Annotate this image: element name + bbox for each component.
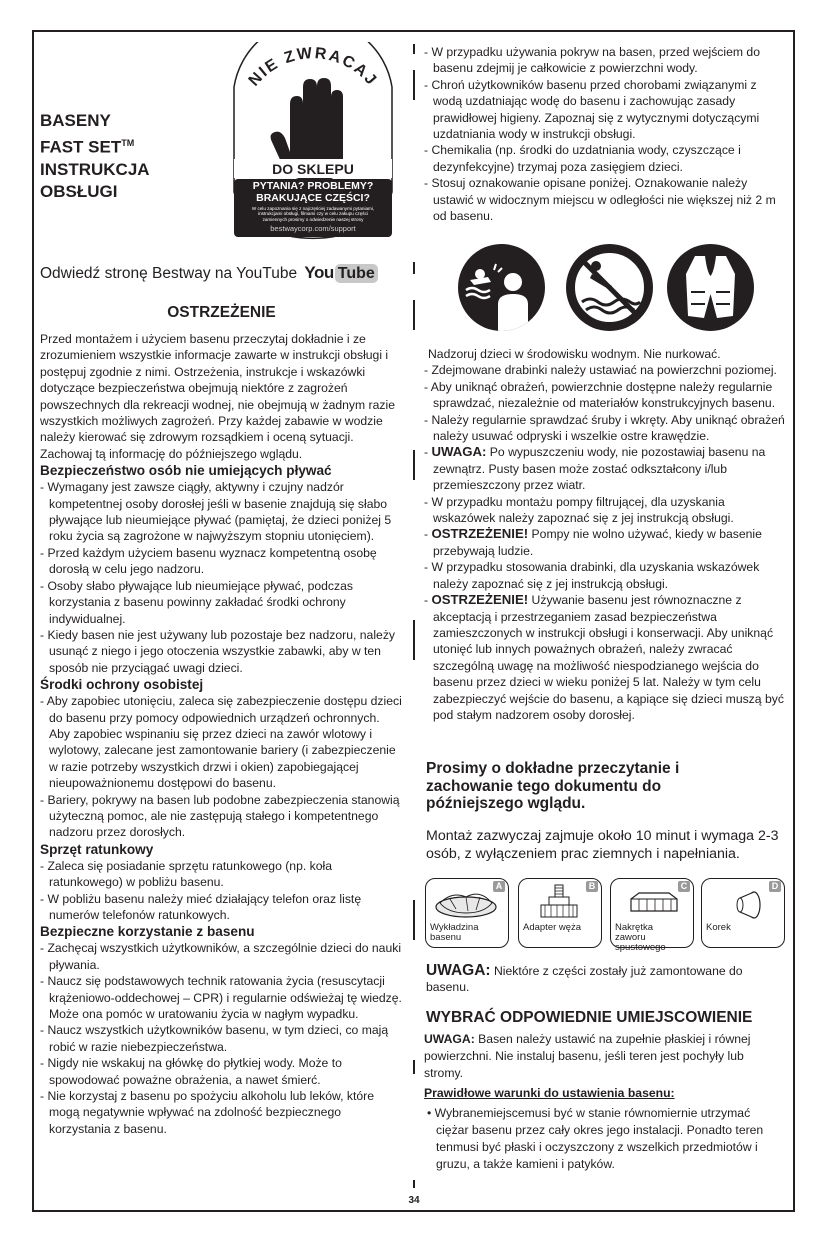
page-number: 34 (408, 1195, 420, 1206)
list-item: - UWAGA: Po wypuszczeniu wody, nie pozostawiaj basenu na zewnątrz. Pusty basen może zostać odkształcony i/lub przemieszczony przez wiatr. (424, 444, 766, 493)
list-item: - Nigdy nie wskakuj na główkę do płytkiej wody. Może to spowodować poważne obrażenia, a nawet śmierć. (40, 1056, 342, 1087)
list-item: - Osoby słabo pływające lub nieumiejące pływać, podczas korzystania z basenu powinny zakładać środki ochrony indywidualnej. (40, 578, 353, 626)
pool-liner-icon (426, 883, 510, 923)
location-section (424, 1031, 786, 1173)
no-diving-icon (566, 244, 653, 331)
arc-text (228, 42, 398, 122)
location-title: WYBRAĆ ODPOWIEDNIE UMIEJSCOWIENIE (426, 1009, 753, 1026)
left-column (40, 331, 403, 1137)
svg-text:NIE ZWRACAJ: NIE ZWRACAJ (245, 44, 381, 90)
part-c: C Nakrętka zaworu spustowego (610, 878, 694, 948)
column-divider (413, 450, 415, 480)
assembly-time: Montaż zazwyczaj zajmuje około 10 minut i wymaga 2-3 osób, z wyłączeniem prac ziemnych i napełniania. (426, 828, 779, 862)
youtube-logo[interactable]: You Tube (304, 265, 377, 282)
right-column-middle (424, 346, 786, 723)
badge-label: DO SKLEPU (272, 161, 354, 177)
column-divider (413, 900, 415, 940)
column-divider (413, 70, 415, 100)
column-divider (413, 44, 415, 54)
column-divider (413, 262, 415, 274)
parts-note: UWAGA: Niektóre z części zostały już zamontowane do basenu. (426, 962, 743, 994)
plug-icon (702, 881, 786, 923)
list-item: - Naucz się podstawowych technik ratowania życia (resuscytacji krążeniowo-oddechowej – CPR) i regularnie odświeżaj tę wiedzę. Może ona pomóc w uratowaniu życia w nagłym wypadku. (40, 974, 402, 1022)
conditions-bullet: • Wybranemiejscemusi być w stanie równomiernie utrzymać ciężar basenu przez cały okres jego instalacji. Ponadto teren tenmusi być płaski i oczyszczony z wszelkich przedmiotów i gruzu, a także kamieni i patyków. (427, 1106, 764, 1171)
right-column-top (424, 44, 786, 224)
conditions-heading: Prawidłowe warunki do ustawienia basenu: (424, 1086, 675, 1100)
list-item: - Chroń użytkowników basenu przed chorobami związanymi z wodą uzdatniając wodę do basenu i zachowując zasady prawidłowej higieny. Zapoznaj się z wytycznymi dotyczącymi uzdatniania wody w instrukcji obsługi. (424, 77, 760, 142)
list-item: - W przypadku używania pokryw na basen, przed wejściem do basenu zdejmij je całkowicie z powierzchni wody. (424, 45, 760, 76)
list-item: - Zaleca się posiadanie sprzętu ratunkowego (np. koła ratunkowego) w pobliżu basenu. (40, 858, 332, 890)
keep-document-notice: Prosimy o dokładne przeczytanie i zachowanie tego dokumentu do późniejszego wglądu. (426, 760, 680, 812)
location-note: UWAGA: Basen należy ustawić na zupełnie płaskiej i równej powierzchni. Nie instaluj basenu, jeśli teren jest pochyły lub stromy. (424, 1032, 751, 1080)
list-item: - Wymagany jest zawsze ciągły, aktywny i czujny nadzór kompetentnej osoby dorosłej jeśli w basenie znajdują się słabo pływające lub nieumiejące pływać (pamiętaj, że dzieci poniżej 5 roku życia są zagrożone w najwyższym stopniu utonięciem). (40, 480, 392, 544)
list-item: - OSTRZEŻENIE! Pompy nie wolno używać, kiedy w basenie przebywają ludzie. (424, 526, 762, 558)
warning-title: OSTRZEŻENIE (167, 304, 276, 321)
youtube-line: Odwiedź stronę Bestway na YouTube You Tube (40, 263, 378, 283)
badge-questions: PYTANIA? PROBLEMY? BRAKUJĄCE CZĘŚCI? (252, 180, 374, 204)
list-item: - Zachęcaj wszystkich użytkowników, a szczególnie dzieci do nauki pływania. (40, 941, 402, 972)
list-item: - OSTRZEŻENIE! Używanie basenu jest równoznaczne z akceptacją i przestrzeganiem zasad bezpieczeństwa zamieszczonych w instrukcji obsługi i konserwacji. Aby uniknąć utonięć lub innych poważnych obrażeń, należy zwracać szczególną uwagę na możliwość niespodzianego wejścia do basenu przez dzieci w wieku poniżej 5 lat. Należy w tym celu zabezpieczyć wejście do basenu, a kąpiące się dzieci muszą być pod stałym nadzorem osoby dorosłej. (424, 592, 784, 722)
list-item: - Stosuj oznakowanie opisane poniżej. Oznakowanie należy ustawić w widocznym miejscu w odległości nie większej niż 2 m od basenu. (424, 176, 776, 224)
list-item: - Chemikalia (np. środki do uzdatniania wody, czyszczące i dezynfekcyjne) trzymaj poza zasięgiem dzieci. (424, 143, 741, 174)
section: Bezpieczeństwo osób nie umiejących pływać - Wymagany jest zawsze ciągły, aktywny i czujny nadzór kompetentnej osoby dorosłej jeśli w basenie znajdują się słabo pływające lub nieumiejące pływać (pamiętaj, że dzieci poniżej 5 roku życia są zagrożone w najwyższym stopniu utonięciem). - Przed każdym użyciem basenu wyznacz kompetentną osobę dorosłą w celu jego nadzoru. - Osoby słabo pływające lub nieumiejące pływać, podczas korzystania z basenu powinny zakładać środki ochrony indywidualnej. - Kiedy basen nie jest używany lub pozostaje bez nadzoru, należy usunąć z niego i jego otoczenia wszystkie zabawki, aby w ten sposób nie przyciągać uwagi dzieci. (40, 462, 403, 676)
part-b: B Adapter węża (518, 878, 602, 948)
list-item: - Nie korzystaj z basenu po spożyciu alkoholu lub leków, które mogą negatywnie wpływać na zdolność bezpiecznego korzystania z basenu. (40, 1089, 374, 1136)
list-item: - W pobliżu basenu należy mieć działający telefon oraz listę numerów telefonów ratunkowych. (40, 891, 362, 922)
badge-url: bestwaycorp.com/support (270, 224, 356, 233)
list-item: - W przypadku montażu pompy filtrującej, dla uzyskania wskazówek należy zapoznać się z jej instrukcją obsługi. (424, 494, 734, 526)
part-d: D Korek (701, 878, 785, 948)
badge-fine-print: W celu zapoznania się z najczęściej zadawanymi pytaniami, instrukcjami obsługi, filmami czy w celu zakupu części zamiennych prosimy o odwiedzenie naszej strony (251, 206, 375, 222)
column-divider (413, 300, 415, 330)
list-item: - Zdejmowane drabinki należy ustawiać na powierzchni poziomej. (424, 363, 777, 378)
part-a: A Wykładzina basenu (425, 878, 509, 948)
list-item: - W przypadku stosowania drabinki, dla uzyskania wskazówek należy zapoznać się z jej instrukcją obsługi. (424, 560, 760, 591)
list-item: - Kiedy basen nie jest używany lub pozostaje bez nadzoru, należy usunąć z niego i jego otoczenia wszystkie zabawki, aby w ten sposób nie przyciągać uwagi dzieci. (40, 627, 396, 675)
column-divider (413, 1180, 415, 1188)
hose-adapter-icon (519, 881, 603, 923)
section: Sprzęt ratunkowy - Zaleca się posiadanie sprzętu ratunkowego (np. koła ratunkowego) w pobliżu basenu. - W pobliżu basenu należy mieć działający telefon oraz listę numerów telefonów ratunkowych. (40, 841, 403, 924)
list-item: - Należy regularnie sprawdzać śruby i wkręty. Aby uniknąć obrażeń należy usuwać odpryski i wszelkie ostre krawędzie. (424, 412, 785, 444)
intro-paragraph: Przed montażem i użyciem basenu przeczytaj dokładnie i ze zrozumieniem wszystkie informacje zawarte w instrukcji obsługi i postępuj zgodnie z nimi. Ostrzeżenia, instrukcje i wskazówki dotyczące bezpieczeństwa obejmują niektóre z zagrożeń powszechnych dla rekreacji wodnej, nie obejmują w żadnym razie wszystkich możliwych zagrożeń. Przy każdej zabawie w wodzie należy kierować się zdrowym rozsądkiem i oceną sytuacji. Zachowaj tą informację do późniejszego wglądu. (40, 332, 395, 461)
list-item: - Aby zapobiec utonięciu, zaleca się zabezpieczenie dostępu dzieci do basenu przy pomocy odpowiednich urządzeń ochronnych. Aby zapobiec wspinaniu się przez dzieci na zawór wlotowy i wylotowy, zalecane jest zamontowanie bariery (i zabezpieczenie w razie potrzeby wszystkich drzwi i okien) zapobiegającej nieupoważnionemu dostępowi do basenu. (40, 694, 402, 791)
icons-caption: Nadzoruj dzieci w środowisku wodnym. Nie nurkować. (428, 347, 721, 361)
drain-valve-cap-icon (611, 881, 695, 923)
supervise-children-icon (458, 244, 545, 331)
do-not-return-badge (228, 42, 398, 242)
life-vest-icon (667, 244, 754, 331)
column-divider (413, 1060, 415, 1074)
section: Bezpieczne korzystanie z basenu - Zachęcaj wszystkich użytkowników, a szczególnie dzieci do nauki pływania. - Naucz się podstawowych technik ratowania życia (resuscytacji krążeniowo-oddechowej – CPR) i regularnie odświeżaj tę wiedzę. Może ona pomóc w uratowaniu życia w nagłym wypadku. - Naucz wszystkich użytkowników basenu, w tym dzieci, co mają robić w razie niebezpieczeństwa. - Nigdy nie wskakuj na główkę do płytkiej wody. Może to spowodować poważne obrażenia, a nawet śmierć. - Nie korzystaj z basenu po spożyciu alkoholu lub leków, które mogą negatywnie wpływać na zdolność bezpiecznego korzystania z basenu. (40, 924, 402, 1136)
list-item: - Aby uniknąć obrażeń, powierzchnie dostępne należy regularnie sprawdzać, niezależnie od materiałów konstrukcyjnych basenu. (424, 379, 776, 411)
list-item: - Naucz wszystkich użytkowników basenu, w tym dzieci, co mają robić w razie niebezpieczeństwa. (40, 1023, 389, 1054)
list-item: - Przed każdym użyciem basenu wyznacz kompetentną osobę dorosłą w celu jego nadzoru. (40, 545, 377, 577)
list-item: - Bariery, pokrywy na basen lub podobne zabezpieczenia stanowią użyteczną pomoc, ale nie zastępują stałego i kompetentnego nadzoru przez dorosłych. (40, 792, 400, 840)
document-title: BASENY FAST SET™ INSTRUKCJA OBSŁUGI (40, 111, 150, 201)
column-divider (413, 620, 415, 660)
section: Środki ochrony osobistej - Aby zapobiec utonięciu, zaleca się zabezpieczenie dostępu dzieci do basenu przy pomocy odpowiednich urządzeń ochronnych. Aby zapobiec wspinaniu się przez dzieci na zawór wlotowy i wylotowy, zalecane jest zamontowanie bariery (i zabezpieczenie w razie potrzeby wszystkich drzwi i okien) zapobiegającej nieupoważnionemu dostępowi do basenu. - Bariery, pokrywy na basen lub podobne zabezpieczenia stanowią użyteczną pomoc, ale nie zastępują stałego i kompetentnego nadzoru przez dorosłych. (40, 677, 402, 840)
